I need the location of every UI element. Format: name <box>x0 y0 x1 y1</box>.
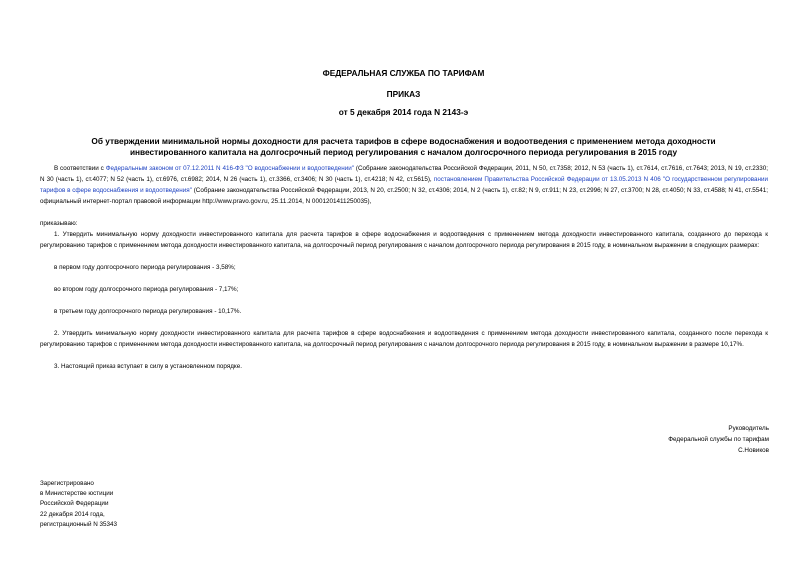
registration-line-2: в Министерстве юстиции <box>40 490 114 498</box>
rate-year-2: во втором году долгосрочного периода регулирования - 7,17%; <box>54 286 239 293</box>
signature-name: С.Новиков <box>738 447 769 454</box>
registration-line-1: Зарегистрировано <box>40 480 94 487</box>
rate-year-3: в третьем году долгосрочного периода регулирования - 10,17%. <box>54 308 242 315</box>
document-date: от 5 декабря 2014 года N 2143-э <box>338 107 469 117</box>
registration-block <box>40 479 117 530</box>
preamble-paragraph <box>40 163 768 207</box>
preamble-text-3: (Собрание законодательства Российской Федерации, 2013, N 20, ст.2500; N 32, ст.4306; 2014, N 2 (часть 1), ст.82; N 9, ст.911; N 23, ст.2996; N 27, ст.3700; N 28, ст.4050; N 33, ст.4588; N 41, ст.5541; официальный интернет-портал правовой информации http://www.pravo.gov.ru, 25.11.2014, N 0001201411250035), <box>40 187 768 205</box>
agency-name: ФЕДЕРАЛЬНАЯ СЛУЖБА ПО ТАРИФАМ <box>322 68 485 78</box>
preamble-text-1: В соответствии с <box>54 165 106 172</box>
rate-year-1: в первом году долгосрочного периода регулирования - 3,58%; <box>54 264 236 271</box>
signature-organization: Федеральной службы по тарифам <box>668 436 769 443</box>
document-body <box>40 163 768 372</box>
signature-position: Руководитель <box>728 425 769 432</box>
title-line-2: инвестированного капитала на долгосрочный период регулирования с началом долгосрочного периода регулирования в 2015 году <box>129 146 678 157</box>
preamble-text-2: (Собрание законодательства Российской Федерации, 2011, N 50, ст.7358; 2012, N 53 (часть 1), ст.7614, ст.7616, ст.7643; 2013, N 19, ст.2330; N 30 (часть 1), ст.4077; N 52 (часть 1), ст.6976, ст.6982; 2014, N 26 (часть 1), ст.3366, ст.3406; N 30 (часть 1), ст.4218; N 42, ст.5615), <box>40 165 769 183</box>
government-decree-link[interactable]: постановлением Правительства Российской Федерации от 13.05.2013 N 406 "О государственном регулировании тарифов в сфере водоснабжения и водоотведения" <box>40 176 768 194</box>
document-title <box>40 136 767 157</box>
item-3-paragraph: 3. Настоящий приказ вступает в силу в установленном порядке. <box>54 363 243 370</box>
registration-line-3: Российской Федерации <box>40 500 109 508</box>
signature-block <box>668 423 769 456</box>
federal-law-link[interactable]: Федеральным законом от 07.12.2011 N 416-ФЗ "О водоснабжении и водоотведении" <box>105 165 355 172</box>
registration-line-4: 22 декабря 2014 года, <box>40 510 105 518</box>
order-word: приказываю: <box>40 220 78 227</box>
item-2-paragraph: 2. Утвердить минимальную норму доходности инвестированного капитала для расчета тарифов в сфере водоснабжения и водоотведения с применением метода доходности инвестированного капитала, созданного после перехода к регулированию тарифов с применением метода доходности инвестированного капитала, на долгосрочный период регулирования с началом долгосрочного периода регулирования в 2015 году, в номинальном выражении в размере 10,17%. <box>40 330 768 348</box>
title-line-1: Об утверждении минимальной нормы доходности для расчета тарифов в сфере водоснабжения и водоотведения с применением метода доходности <box>91 136 716 146</box>
registration-line-5: регистрационный N 35343 <box>40 520 118 528</box>
item-1-paragraph: 1. Утвердить минимальную норму доходности инвестированного капитала для расчета тарифов в сфере водоснабжения и водоотведения с применением метода доходности инвестированного капитала, созданного до перехода к регулированию тарифов с применением метода доходности инвестированного капитала, на долгосрочный период регулирования с началом долгосрочного периода регулирования в 2015 году, в номинальном выражении в следующих размерах: <box>40 231 768 249</box>
document-type: ПРИКАЗ <box>386 89 421 99</box>
